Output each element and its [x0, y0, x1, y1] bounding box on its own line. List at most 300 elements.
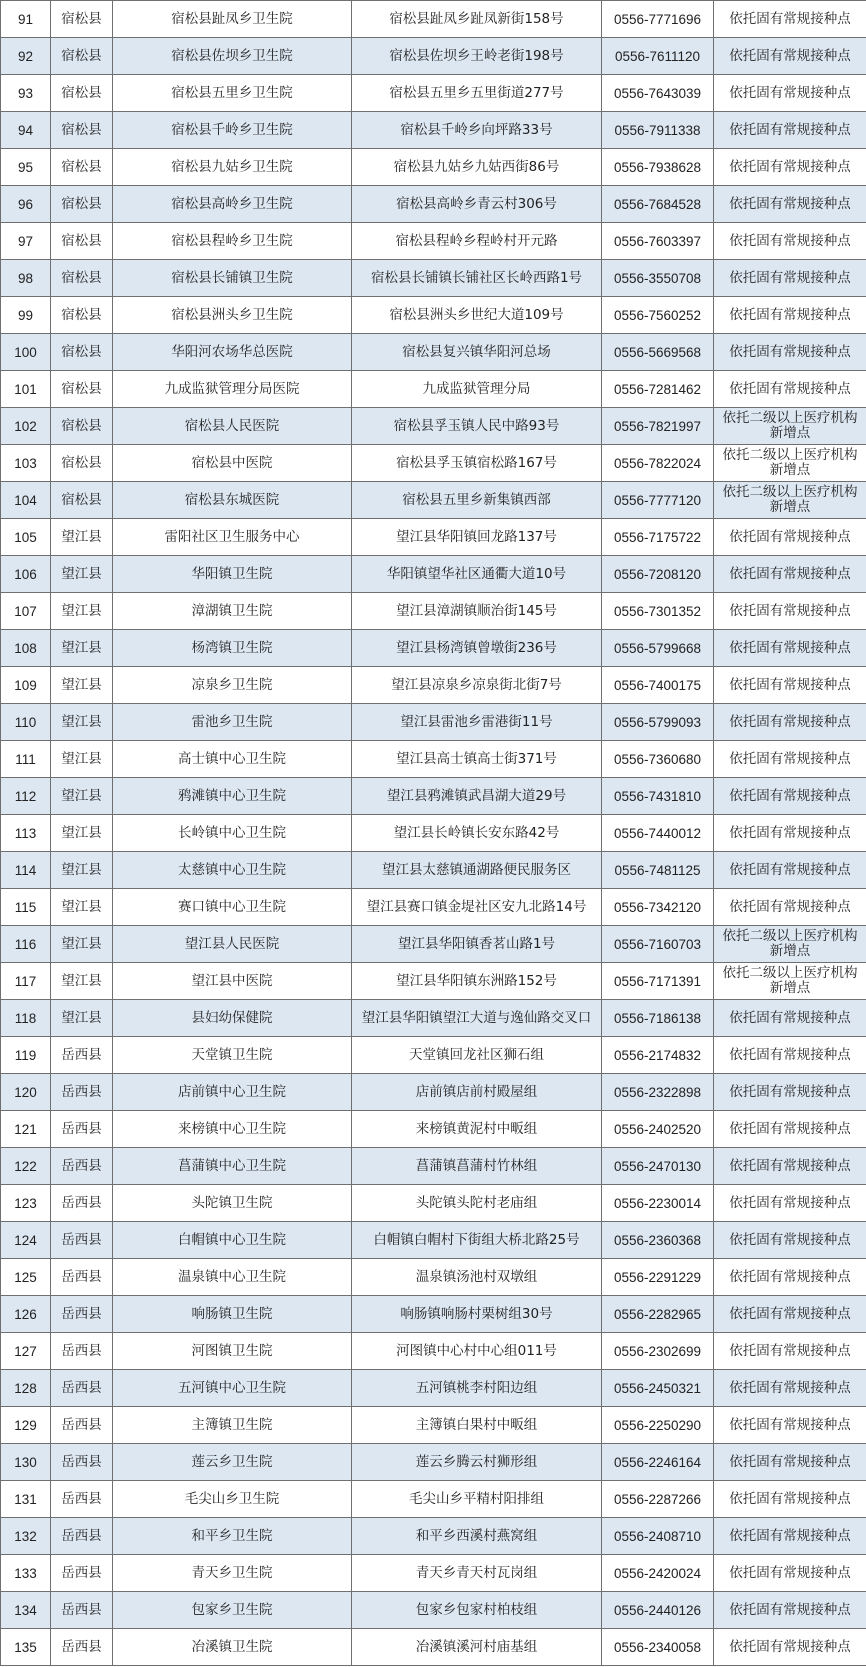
- address-cell: 望江县华阳镇香茗山路1号: [352, 926, 602, 963]
- institution-name-cell: 响肠镇卫生院: [113, 1296, 352, 1333]
- phone-cell: 0556-7160703: [602, 926, 714, 963]
- address-cell: 望江县雷池乡雷港街11号: [352, 704, 602, 741]
- phone-cell: 0556-7560252: [602, 297, 714, 334]
- phone-cell: 0556-7301352: [602, 593, 714, 630]
- site-type-cell: 依托固有常规接种点: [714, 1037, 866, 1074]
- table-row: [1, 1555, 866, 1592]
- site-type-cell: 依托固有常规接种点: [714, 334, 866, 371]
- row-number-cell: 110: [1, 704, 51, 741]
- county-cell: 岳西县: [51, 1333, 113, 1370]
- row-number-cell: 107: [1, 593, 51, 630]
- phone-cell: 0556-7911338: [602, 112, 714, 149]
- site-type-cell: 依托固有常规接种点: [714, 149, 866, 186]
- institution-name-cell: 宿松县千岭乡卫生院: [113, 112, 352, 149]
- table-row: [1, 1333, 866, 1370]
- row-number-cell: 116: [1, 926, 51, 963]
- site-type-cell: 依托固有常规接种点: [714, 852, 866, 889]
- row-number-cell: 126: [1, 1296, 51, 1333]
- address-cell: 五河镇桃李村阳边组: [352, 1370, 602, 1407]
- site-type-cell: 依托固有常规接种点: [714, 1407, 866, 1444]
- site-type-cell: 依托二级以上医疗机构新增点: [714, 926, 866, 963]
- site-type-cell: 依托固有常规接种点: [714, 815, 866, 852]
- address-cell: 宿松县九姑乡九姑西街86号: [352, 149, 602, 186]
- table-row: [1, 519, 866, 556]
- table-row: [1, 778, 866, 815]
- row-number-cell: 106: [1, 556, 51, 593]
- phone-cell: 0556-2402520: [602, 1111, 714, 1148]
- table-body: [1, 1, 866, 1666]
- county-cell: 岳西县: [51, 1074, 113, 1111]
- county-cell: 望江县: [51, 519, 113, 556]
- phone-cell: 0556-7938628: [602, 149, 714, 186]
- table-row: [1, 1370, 866, 1407]
- site-type-cell: 依托固有常规接种点: [714, 1185, 866, 1222]
- address-cell: 毛尖山乡平精村阳排组: [352, 1481, 602, 1518]
- address-cell: 宿松县高岭乡青云村306号: [352, 186, 602, 223]
- county-cell: 宿松县: [51, 75, 113, 112]
- phone-cell: 0556-2282965: [602, 1296, 714, 1333]
- address-cell: 宿松县五里乡五里街道277号: [352, 75, 602, 112]
- table-row: [1, 297, 866, 334]
- row-number-cell: 135: [1, 1629, 51, 1666]
- row-number-cell: 113: [1, 815, 51, 852]
- address-cell: 包家乡包家村柏枝组: [352, 1592, 602, 1629]
- county-cell: 岳西县: [51, 1555, 113, 1592]
- county-cell: 望江县: [51, 556, 113, 593]
- address-cell: 冶溪镇溪河村庙基组: [352, 1629, 602, 1666]
- address-cell: 和平乡西溪村燕窝组: [352, 1518, 602, 1555]
- table-row: [1, 482, 866, 519]
- site-type-cell: 依托固有常规接种点: [714, 1518, 866, 1555]
- site-type-cell: 依托固有常规接种点: [714, 741, 866, 778]
- address-cell: 华阳镇望华社区通衢大道10号: [352, 556, 602, 593]
- address-cell: 宿松县孚玉镇人民中路93号: [352, 408, 602, 445]
- county-cell: 宿松县: [51, 371, 113, 408]
- table-row: [1, 1444, 866, 1481]
- table-row: [1, 223, 866, 260]
- row-number-cell: 108: [1, 630, 51, 667]
- institution-name-cell: 宿松县东城医院: [113, 482, 352, 519]
- institution-name-cell: 宿松县九姑乡卫生院: [113, 149, 352, 186]
- institution-name-cell: 店前镇中心卫生院: [113, 1074, 352, 1111]
- phone-cell: 0556-7771696: [602, 1, 714, 38]
- site-type-cell: 依托固有常规接种点: [714, 371, 866, 408]
- county-cell: 宿松县: [51, 223, 113, 260]
- row-number-cell: 123: [1, 1185, 51, 1222]
- institution-name-cell: 五河镇中心卫生院: [113, 1370, 352, 1407]
- institution-name-cell: 漳湖镇卫生院: [113, 593, 352, 630]
- table-row: [1, 630, 866, 667]
- site-type-cell: 依托固有常规接种点: [714, 112, 866, 149]
- site-type-cell: 依托固有常规接种点: [714, 889, 866, 926]
- phone-cell: 0556-5669568: [602, 334, 714, 371]
- table-row: [1, 963, 866, 1000]
- county-cell: 望江县: [51, 1000, 113, 1037]
- site-type-cell: 依托固有常规接种点: [714, 704, 866, 741]
- site-type-cell: 依托二级以上医疗机构新增点: [714, 482, 866, 519]
- address-cell: 河图镇中心村中心组011号: [352, 1333, 602, 1370]
- address-cell: 望江县长岭镇长安东路42号: [352, 815, 602, 852]
- address-cell: 宿松县趾凤乡趾凤新街158号: [352, 1, 602, 38]
- row-number-cell: 119: [1, 1037, 51, 1074]
- institution-name-cell: 冶溪镇卫生院: [113, 1629, 352, 1666]
- phone-cell: 0556-7822024: [602, 445, 714, 482]
- county-cell: 望江县: [51, 852, 113, 889]
- phone-cell: 0556-2287266: [602, 1481, 714, 1518]
- row-number-cell: 101: [1, 371, 51, 408]
- row-number-cell: 129: [1, 1407, 51, 1444]
- county-cell: 岳西县: [51, 1148, 113, 1185]
- site-type-cell: 依托二级以上医疗机构新增点: [714, 963, 866, 1000]
- phone-cell: 0556-7603397: [602, 223, 714, 260]
- institution-name-cell: 鸦滩镇中心卫生院: [113, 778, 352, 815]
- address-cell: 望江县漳湖镇顺治街145号: [352, 593, 602, 630]
- phone-cell: 0556-2302699: [602, 1333, 714, 1370]
- address-cell: 响肠镇响肠村栗树组30号: [352, 1296, 602, 1333]
- site-type-cell: 依托固有常规接种点: [714, 1481, 866, 1518]
- address-cell: 菖蒲镇菖蒲村竹林组: [352, 1148, 602, 1185]
- site-type-cell: 依托固有常规接种点: [714, 38, 866, 75]
- county-cell: 岳西县: [51, 1296, 113, 1333]
- row-number-cell: 132: [1, 1518, 51, 1555]
- county-cell: 宿松县: [51, 260, 113, 297]
- phone-cell: 0556-2340058: [602, 1629, 714, 1666]
- row-number-cell: 103: [1, 445, 51, 482]
- county-cell: 岳西县: [51, 1481, 113, 1518]
- table-row: [1, 1185, 866, 1222]
- phone-cell: 0556-5799093: [602, 704, 714, 741]
- county-cell: 望江县: [51, 926, 113, 963]
- county-cell: 宿松县: [51, 482, 113, 519]
- site-type-cell: 依托二级以上医疗机构新增点: [714, 408, 866, 445]
- institution-name-cell: 河图镇卫生院: [113, 1333, 352, 1370]
- phone-cell: 0556-7400175: [602, 667, 714, 704]
- institution-name-cell: 宿松县长铺镇卫生院: [113, 260, 352, 297]
- site-type-cell: 依托二级以上医疗机构新增点: [714, 445, 866, 482]
- address-cell: 宿松县孚玉镇宿松路167号: [352, 445, 602, 482]
- phone-cell: 0556-2291229: [602, 1259, 714, 1296]
- site-type-cell: 依托固有常规接种点: [714, 1, 866, 38]
- county-cell: 宿松县: [51, 1, 113, 38]
- county-cell: 宿松县: [51, 297, 113, 334]
- phone-cell: 0556-2322898: [602, 1074, 714, 1111]
- table-row: [1, 75, 866, 112]
- phone-cell: 0556-2246164: [602, 1444, 714, 1481]
- row-number-cell: 114: [1, 852, 51, 889]
- county-cell: 岳西县: [51, 1259, 113, 1296]
- county-cell: 岳西县: [51, 1370, 113, 1407]
- phone-cell: 0556-3550708: [602, 260, 714, 297]
- table-row: [1, 1074, 866, 1111]
- table-row: [1, 1111, 866, 1148]
- row-number-cell: 131: [1, 1481, 51, 1518]
- table-row: [1, 1518, 866, 1555]
- row-number-cell: 99: [1, 297, 51, 334]
- table-row: [1, 334, 866, 371]
- phone-cell: 0556-5799668: [602, 630, 714, 667]
- county-cell: 望江县: [51, 963, 113, 1000]
- row-number-cell: 94: [1, 112, 51, 149]
- institution-name-cell: 凉泉乡卫生院: [113, 667, 352, 704]
- county-cell: 望江县: [51, 704, 113, 741]
- site-type-cell: 依托固有常规接种点: [714, 1370, 866, 1407]
- phone-cell: 0556-7684528: [602, 186, 714, 223]
- site-type-cell: 依托固有常规接种点: [714, 186, 866, 223]
- site-type-cell: 依托固有常规接种点: [714, 75, 866, 112]
- address-cell: 宿松县佐坝乡王岭老街198号: [352, 38, 602, 75]
- address-cell: 青天乡青天村瓦岗组: [352, 1555, 602, 1592]
- table-row: [1, 371, 866, 408]
- address-cell: 主簿镇白果村中畈组: [352, 1407, 602, 1444]
- table-row: [1, 1296, 866, 1333]
- county-cell: 岳西县: [51, 1111, 113, 1148]
- table-row: [1, 1592, 866, 1629]
- phone-cell: 0556-7281462: [602, 371, 714, 408]
- address-cell: 来榜镇黄泥村中畈组: [352, 1111, 602, 1148]
- table-row: [1, 889, 866, 926]
- address-cell: 宿松县五里乡新集镇西部: [352, 482, 602, 519]
- site-type-cell: 依托固有常规接种点: [714, 1333, 866, 1370]
- site-type-cell: 依托固有常规接种点: [714, 1111, 866, 1148]
- row-number-cell: 96: [1, 186, 51, 223]
- institution-name-cell: 县妇幼保健院: [113, 1000, 352, 1037]
- county-cell: 岳西县: [51, 1407, 113, 1444]
- county-cell: 岳西县: [51, 1444, 113, 1481]
- table-row: [1, 1037, 866, 1074]
- site-type-cell: 依托固有常规接种点: [714, 1296, 866, 1333]
- row-number-cell: 125: [1, 1259, 51, 1296]
- institution-name-cell: 赛口镇中心卫生院: [113, 889, 352, 926]
- row-number-cell: 93: [1, 75, 51, 112]
- county-cell: 望江县: [51, 741, 113, 778]
- phone-cell: 0556-2408710: [602, 1518, 714, 1555]
- row-number-cell: 115: [1, 889, 51, 926]
- county-cell: 宿松县: [51, 334, 113, 371]
- county-cell: 岳西县: [51, 1592, 113, 1629]
- row-number-cell: 104: [1, 482, 51, 519]
- site-type-cell: 依托固有常规接种点: [714, 260, 866, 297]
- institution-name-cell: 太慈镇中心卫生院: [113, 852, 352, 889]
- table-row: [1, 1000, 866, 1037]
- address-cell: 白帽镇白帽村下街组大桥北路25号: [352, 1222, 602, 1259]
- table-row: [1, 1481, 866, 1518]
- table-row: [1, 667, 866, 704]
- table-row: [1, 445, 866, 482]
- institution-name-cell: 来榜镇中心卫生院: [113, 1111, 352, 1148]
- county-cell: 望江县: [51, 815, 113, 852]
- site-type-cell: 依托固有常规接种点: [714, 630, 866, 667]
- institution-name-cell: 宿松县高岭乡卫生院: [113, 186, 352, 223]
- county-cell: 岳西县: [51, 1518, 113, 1555]
- institution-name-cell: 杨湾镇卫生院: [113, 630, 352, 667]
- site-type-cell: 依托固有常规接种点: [714, 1148, 866, 1185]
- address-cell: 望江县鸦滩镇武昌湖大道29号: [352, 778, 602, 815]
- institution-name-cell: 宿松县程岭乡卫生院: [113, 223, 352, 260]
- institution-name-cell: 菖蒲镇中心卫生院: [113, 1148, 352, 1185]
- table-row: [1, 1148, 866, 1185]
- county-cell: 宿松县: [51, 186, 113, 223]
- table-row: [1, 260, 866, 297]
- site-type-cell: 依托固有常规接种点: [714, 556, 866, 593]
- site-type-cell: 依托固有常规接种点: [714, 519, 866, 556]
- table-row: [1, 704, 866, 741]
- site-type-cell: 依托固有常规接种点: [714, 1074, 866, 1111]
- institution-name-cell: 头陀镇卫生院: [113, 1185, 352, 1222]
- county-cell: 岳西县: [51, 1037, 113, 1074]
- address-cell: 九成监狱管理分局: [352, 371, 602, 408]
- institution-name-cell: 高士镇中心卫生院: [113, 741, 352, 778]
- institution-name-cell: 长岭镇中心卫生院: [113, 815, 352, 852]
- address-cell: 望江县华阳镇望江大道与逸仙路交叉口: [352, 1000, 602, 1037]
- table-row: [1, 556, 866, 593]
- phone-cell: 0556-2230014: [602, 1185, 714, 1222]
- institution-name-cell: 望江县人民医院: [113, 926, 352, 963]
- institution-name-cell: 华阳镇卫生院: [113, 556, 352, 593]
- institution-name-cell: 温泉镇中心卫生院: [113, 1259, 352, 1296]
- site-type-cell: 依托固有常规接种点: [714, 1259, 866, 1296]
- county-cell: 望江县: [51, 889, 113, 926]
- county-cell: 岳西县: [51, 1185, 113, 1222]
- institution-name-cell: 宿松县人民医院: [113, 408, 352, 445]
- table-row: [1, 1, 866, 38]
- table-row: [1, 112, 866, 149]
- institution-name-cell: 雷阳社区卫生服务中心: [113, 519, 352, 556]
- table-row: [1, 149, 866, 186]
- row-number-cell: 100: [1, 334, 51, 371]
- county-cell: 岳西县: [51, 1629, 113, 1666]
- site-type-cell: 依托固有常规接种点: [714, 1555, 866, 1592]
- county-cell: 岳西县: [51, 1222, 113, 1259]
- institution-name-cell: 宿松县五里乡卫生院: [113, 75, 352, 112]
- institution-name-cell: 毛尖山乡卫生院: [113, 1481, 352, 1518]
- address-cell: 天堂镇回龙社区狮石组: [352, 1037, 602, 1074]
- institution-name-cell: 和平乡卫生院: [113, 1518, 352, 1555]
- institution-name-cell: 莲云乡卫生院: [113, 1444, 352, 1481]
- address-cell: 宿松县长铺镇长铺社区长岭西路1号: [352, 260, 602, 297]
- row-number-cell: 109: [1, 667, 51, 704]
- table-row: [1, 38, 866, 75]
- county-cell: 宿松县: [51, 445, 113, 482]
- row-number-cell: 92: [1, 38, 51, 75]
- address-cell: 宿松县程岭乡程岭村开元路: [352, 223, 602, 260]
- table-row: [1, 1222, 866, 1259]
- phone-cell: 0556-7643039: [602, 75, 714, 112]
- row-number-cell: 120: [1, 1074, 51, 1111]
- row-number-cell: 127: [1, 1333, 51, 1370]
- address-cell: 望江县太慈镇通湖路便民服务区: [352, 852, 602, 889]
- phone-cell: 0556-7777120: [602, 482, 714, 519]
- address-cell: 店前镇店前村殿屋组: [352, 1074, 602, 1111]
- table-row: [1, 593, 866, 630]
- row-number-cell: 98: [1, 260, 51, 297]
- site-type-cell: 依托固有常规接种点: [714, 297, 866, 334]
- address-cell: 望江县赛口镇金堤社区安九北路14号: [352, 889, 602, 926]
- institution-name-cell: 宿松县洲头乡卫生院: [113, 297, 352, 334]
- address-cell: 望江县华阳镇东洲路152号: [352, 963, 602, 1000]
- phone-cell: 0556-7611120: [602, 38, 714, 75]
- site-type-cell: 依托固有常规接种点: [714, 1444, 866, 1481]
- address-cell: 头陀镇头陀村老庙组: [352, 1185, 602, 1222]
- site-type-cell: 依托固有常规接种点: [714, 1592, 866, 1629]
- phone-cell: 0556-7171391: [602, 963, 714, 1000]
- address-cell: 望江县杨湾镇曾墩街236号: [352, 630, 602, 667]
- row-number-cell: 121: [1, 1111, 51, 1148]
- address-cell: 宿松县洲头乡世纪大道109号: [352, 297, 602, 334]
- table-row: [1, 926, 866, 963]
- site-type-cell: 依托固有常规接种点: [714, 223, 866, 260]
- phone-cell: 0556-2470130: [602, 1148, 714, 1185]
- institution-name-cell: 主簿镇卫生院: [113, 1407, 352, 1444]
- site-type-cell: 依托固有常规接种点: [714, 1629, 866, 1666]
- row-number-cell: 97: [1, 223, 51, 260]
- table-row: [1, 815, 866, 852]
- table-row: [1, 1629, 866, 1666]
- site-type-cell: 依托固有常规接种点: [714, 1000, 866, 1037]
- phone-cell: 0556-2420024: [602, 1555, 714, 1592]
- table-row: [1, 1407, 866, 1444]
- address-cell: 望江县高士镇高士街371号: [352, 741, 602, 778]
- phone-cell: 0556-7360680: [602, 741, 714, 778]
- institution-name-cell: 雷池乡卫生院: [113, 704, 352, 741]
- row-number-cell: 128: [1, 1370, 51, 1407]
- institution-name-cell: 望江县中医院: [113, 963, 352, 1000]
- row-number-cell: 112: [1, 778, 51, 815]
- phone-cell: 0556-7440012: [602, 815, 714, 852]
- phone-cell: 0556-2250290: [602, 1407, 714, 1444]
- phone-cell: 0556-2440126: [602, 1592, 714, 1629]
- row-number-cell: 111: [1, 741, 51, 778]
- phone-cell: 0556-7186138: [602, 1000, 714, 1037]
- phone-cell: 0556-2450321: [602, 1370, 714, 1407]
- phone-cell: 0556-2174832: [602, 1037, 714, 1074]
- county-cell: 宿松县: [51, 38, 113, 75]
- row-number-cell: 133: [1, 1555, 51, 1592]
- county-cell: 宿松县: [51, 408, 113, 445]
- table-row: [1, 408, 866, 445]
- row-number-cell: 117: [1, 963, 51, 1000]
- table-row: [1, 852, 866, 889]
- table-row: [1, 741, 866, 778]
- county-cell: 望江县: [51, 778, 113, 815]
- address-cell: 望江县凉泉乡凉泉街北街7号: [352, 667, 602, 704]
- row-number-cell: 118: [1, 1000, 51, 1037]
- institution-name-cell: 华阳河农场华总医院: [113, 334, 352, 371]
- phone-cell: 0556-7481125: [602, 852, 714, 889]
- row-number-cell: 124: [1, 1222, 51, 1259]
- institution-name-cell: 宿松县中医院: [113, 445, 352, 482]
- institution-name-cell: 九成监狱管理分局医院: [113, 371, 352, 408]
- site-type-cell: 依托固有常规接种点: [714, 667, 866, 704]
- institution-name-cell: 天堂镇卫生院: [113, 1037, 352, 1074]
- site-type-cell: 依托固有常规接种点: [714, 593, 866, 630]
- row-number-cell: 95: [1, 149, 51, 186]
- phone-cell: 0556-7431810: [602, 778, 714, 815]
- phone-cell: 0556-7821997: [602, 408, 714, 445]
- row-number-cell: 122: [1, 1148, 51, 1185]
- phone-cell: 0556-7342120: [602, 889, 714, 926]
- phone-cell: 0556-7175722: [602, 519, 714, 556]
- address-cell: 望江县华阳镇回龙路137号: [352, 519, 602, 556]
- address-cell: 宿松县复兴镇华阳河总场: [352, 334, 602, 371]
- county-cell: 宿松县: [51, 112, 113, 149]
- county-cell: 望江县: [51, 630, 113, 667]
- address-cell: 莲云乡腾云村狮形组: [352, 1444, 602, 1481]
- county-cell: 望江县: [51, 667, 113, 704]
- table-row: [1, 186, 866, 223]
- site-type-cell: 依托固有常规接种点: [714, 1222, 866, 1259]
- row-number-cell: 130: [1, 1444, 51, 1481]
- table-row: [1, 1259, 866, 1296]
